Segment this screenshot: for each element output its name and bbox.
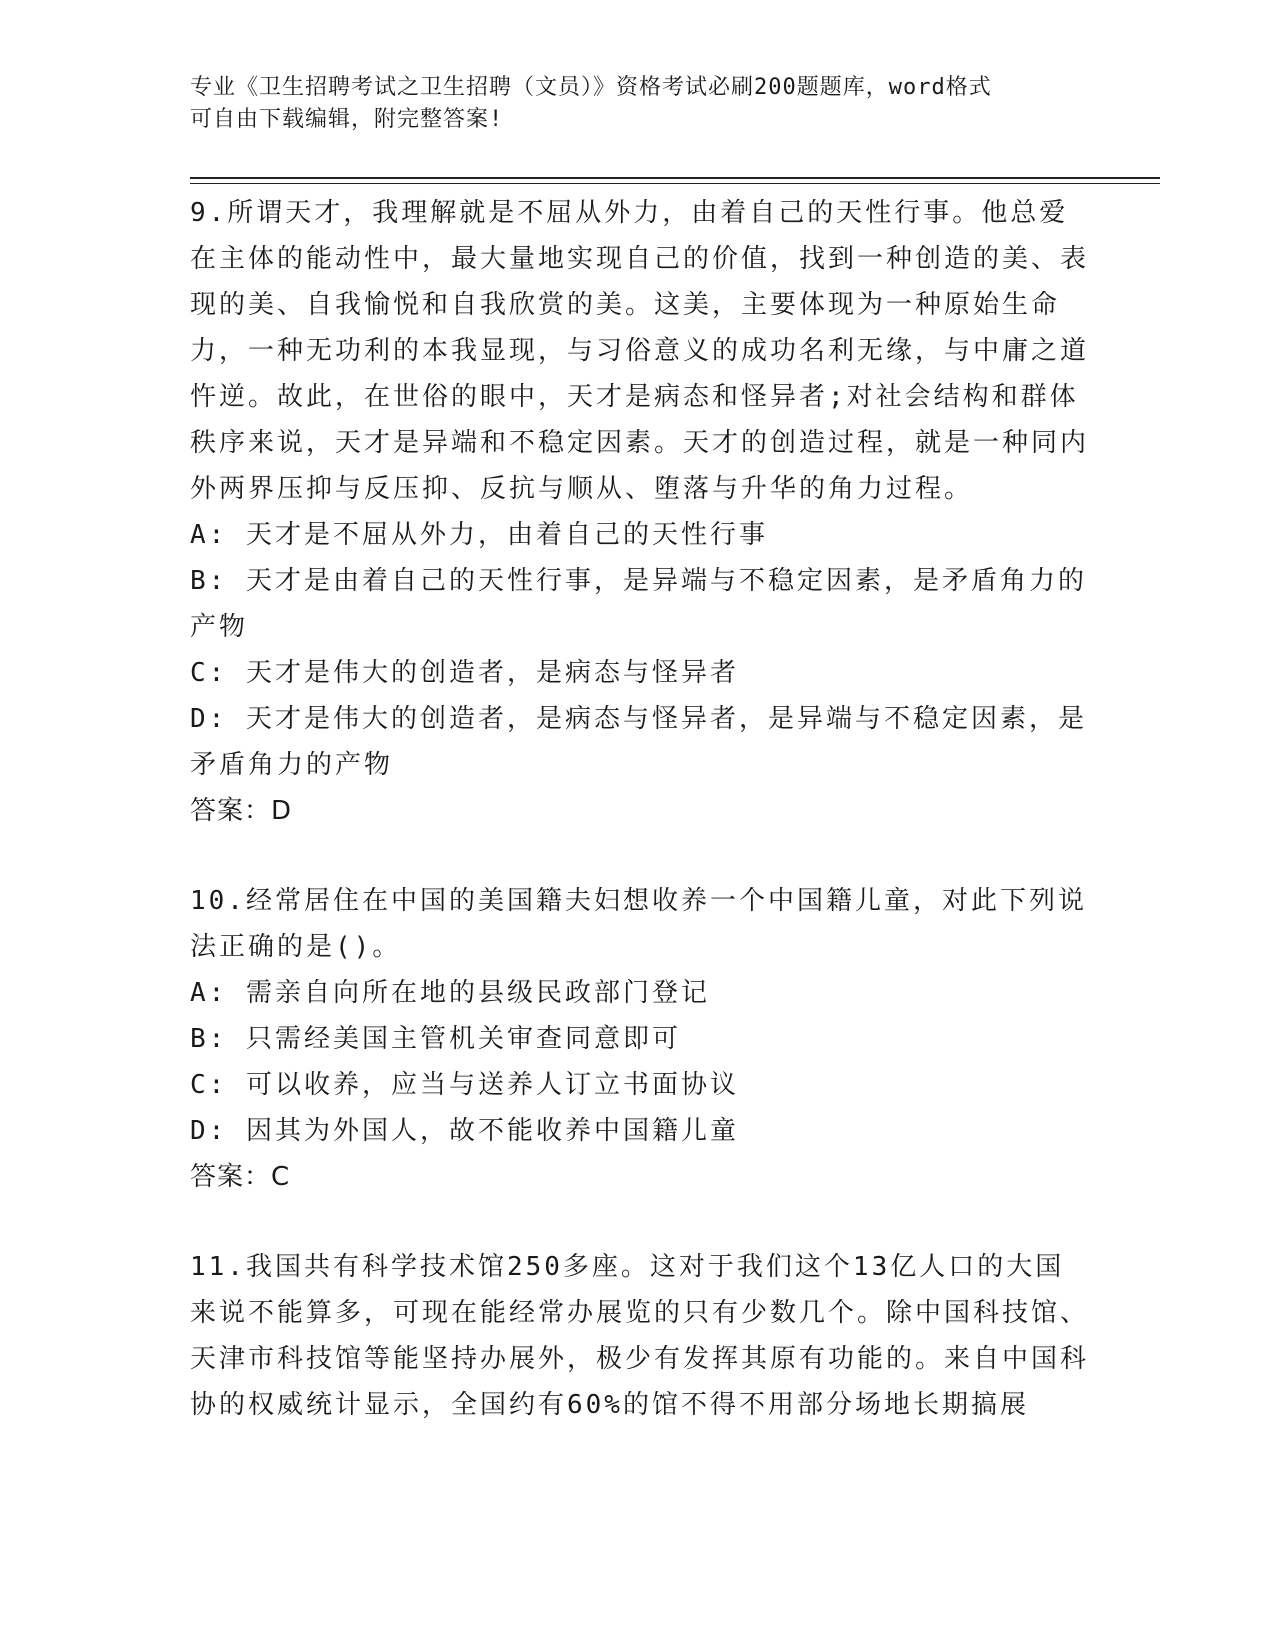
- option-b: B: 天才是由着自己的天性行事，是异端与不稳定因素，是矛盾角力的产物: [190, 566, 1087, 642]
- option-d: D: 因其为外国人，故不能收养中国籍儿童: [190, 1116, 739, 1146]
- header-line-1: 专业《卫生招聘考试之卫生招聘（文员）》资格考试必刷200题题库，word格式: [190, 75, 992, 100]
- option-d: D: 天才是伟大的创造者，是病态与怪异者，是异端与不稳定因素，是矛盾角力的产物: [190, 704, 1087, 780]
- question-text: 10.经常居住在中国的美国籍夫妇想收养一个中国籍儿童，对此下列说法正确的是()。: [190, 886, 1087, 962]
- header-divider-thin: [190, 183, 1160, 184]
- option-c: C: 天才是伟大的创造者，是病态与怪异者: [190, 658, 739, 688]
- header-line-2: 可自由下载编辑，附完整答案!: [190, 107, 504, 132]
- option-c: C: 可以收养，应当与送养人订立书面协议: [190, 1070, 739, 1100]
- answer-text: 答案：C: [190, 1162, 291, 1192]
- answer-text: 答案：D: [190, 796, 293, 826]
- question-list: [190, 190, 1090, 1472]
- question-9: [190, 190, 1090, 834]
- option-a: A: 需亲自向所在地的县级民政部门登记: [190, 978, 710, 1008]
- question-11: [190, 1244, 1090, 1428]
- option-b: B: 只需经美国主管机关审查同意即可: [190, 1024, 681, 1054]
- question-text: 9.所谓天才，我理解就是不屈从外力，由着自己的天性行事。他总爱在主体的能动性中，最大量地实现自己的价值，找到一种创造的美、表现的美、自我愉悦和自我欣赏的美。这美，主要体现为一种原始生命力，一种无功利的本我显现，与习俗意义的成功名利无缘，与中庸之道忤逆。故此，在世俗的眼中，天才是病态和怪异者;对社会结构和群体秩序来说，天才是异端和不稳定因素。天才的创造过程，就是一种同内外两界压抑与反压抑、反抗与顺从、堕落与升华的角力过程。: [190, 198, 1090, 504]
- question-text: 11.我国共有科学技术馆250多座。这对于我们这个13亿人口的大国来说不能算多，可现在能经常办展览的只有少数几个。除中国科技馆、天津市科技馆等能坚持办展外，极少有发挥其原有功能的。来自中国科协的权威统计显示，全国约有60%的馆不得不用部分场地长期搞展: [190, 1252, 1090, 1420]
- question-10: [190, 878, 1090, 1200]
- document-header: [190, 72, 1090, 136]
- option-a: A: 天才是不屈从外力，由着自己的天性行事: [190, 520, 768, 550]
- header-divider-thick: [190, 177, 1160, 179]
